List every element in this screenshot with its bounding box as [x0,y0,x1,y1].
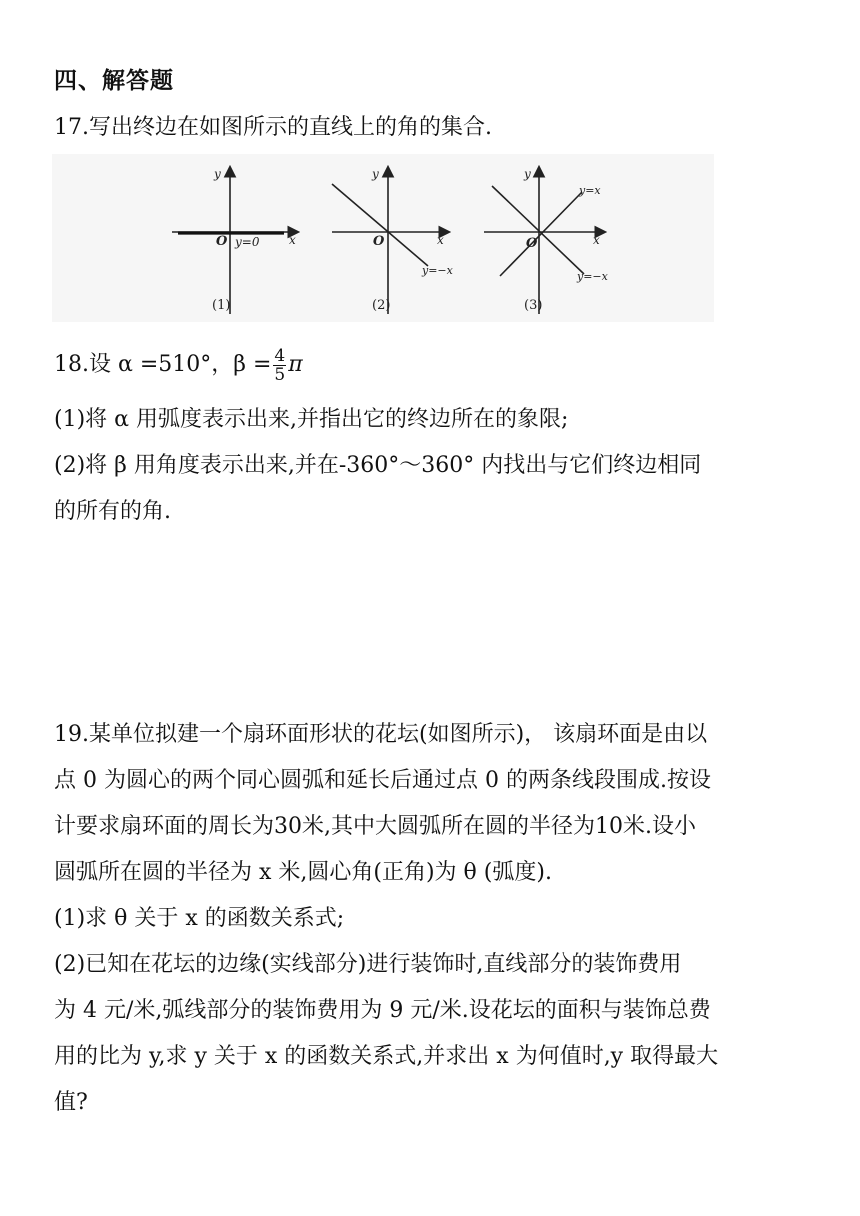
fig2-line-y-neg-x [332,184,428,266]
q19-line-3: 计要求扇环面的周长为30米,其中大圆弧所在圆的半径为10米.设小 [54,814,696,839]
q17-figure-svg [52,154,714,322]
section-heading: 四、解答题 [54,68,174,94]
fig3-x-label: x [593,233,600,247]
q18-frac-den: 5 [274,364,286,385]
fig3-origin-label: O [526,236,538,251]
q18-frac-num: 4 [274,345,286,366]
q18-prefix: 18.设 α =510°，β = [54,352,272,377]
q18-part2-line2: 的所有的角. [54,499,171,524]
q19-line-9: 值? [54,1090,88,1115]
fig3-caption: (3) [524,298,543,313]
fig1-origin-label: O [216,234,228,249]
q17-figures [52,154,714,322]
q19-line-7: 为 4 元/米,弧线部分的装饰费用为 9 元/米.设花坛的面积与装饰总费 [54,998,711,1023]
fig1-line-label: y=0 [235,235,260,249]
figure-1 [172,167,297,314]
question-17-text: 17.写出终边在如图所示的直线上的角的集合. [54,115,492,140]
question-18-statement [54,345,303,385]
q18-part1: (1)将 α 用弧度表示出来,并指出它的终边所在的象限; [54,407,569,432]
q18-part2-line1: (2)将 β 用角度表示出来,并在-360°～360° 内找出与它们终边相同 [54,453,702,478]
fig2-line-label: y=−x [422,264,453,277]
fig3-line-y-neg-x [492,186,584,274]
fig1-x-label: x [289,233,296,247]
q19-line-5: (1)求 θ 关于 x 的函数关系式; [54,906,345,931]
fig3-line-label-yx: y=x [579,184,601,197]
fig2-origin-label: O [373,234,385,249]
fig2-caption: (2) [372,298,391,313]
figure-2 [332,167,454,314]
fig3-line-label-ynegx: y=−x [577,270,608,283]
fig3-y-label: y [524,167,531,181]
fig1-y-label: y [214,167,221,181]
q19-line-6: (2)已知在花坛的边缘(实线部分)进行装饰时,直线部分的装饰费用 [54,952,682,977]
q18-fraction [273,347,286,384]
q19-line-1: 19.某单位拟建一个扇环面形状的花坛(如图所示)， 该扇环面是由以 [54,722,708,747]
fig2-x-label: x [437,233,444,247]
q18-pi: π [288,352,303,377]
q19-line-8: 用的比为 y,求 y 关于 x 的函数关系式,并求出 x 为何值时,y 取得最大 [54,1044,719,1069]
q19-line-4: 圆弧所在圆的半径为 x 米,圆心角(正角)为 θ (弧度). [54,860,552,885]
fig1-caption: (1) [212,298,231,313]
fig2-y-label: y [372,167,379,181]
q19-line-2: 点 0 为圆心的两个同心圆弧和延长后通过点 0 的两条线段围成.按设 [54,768,711,793]
figure-3 [484,167,609,314]
